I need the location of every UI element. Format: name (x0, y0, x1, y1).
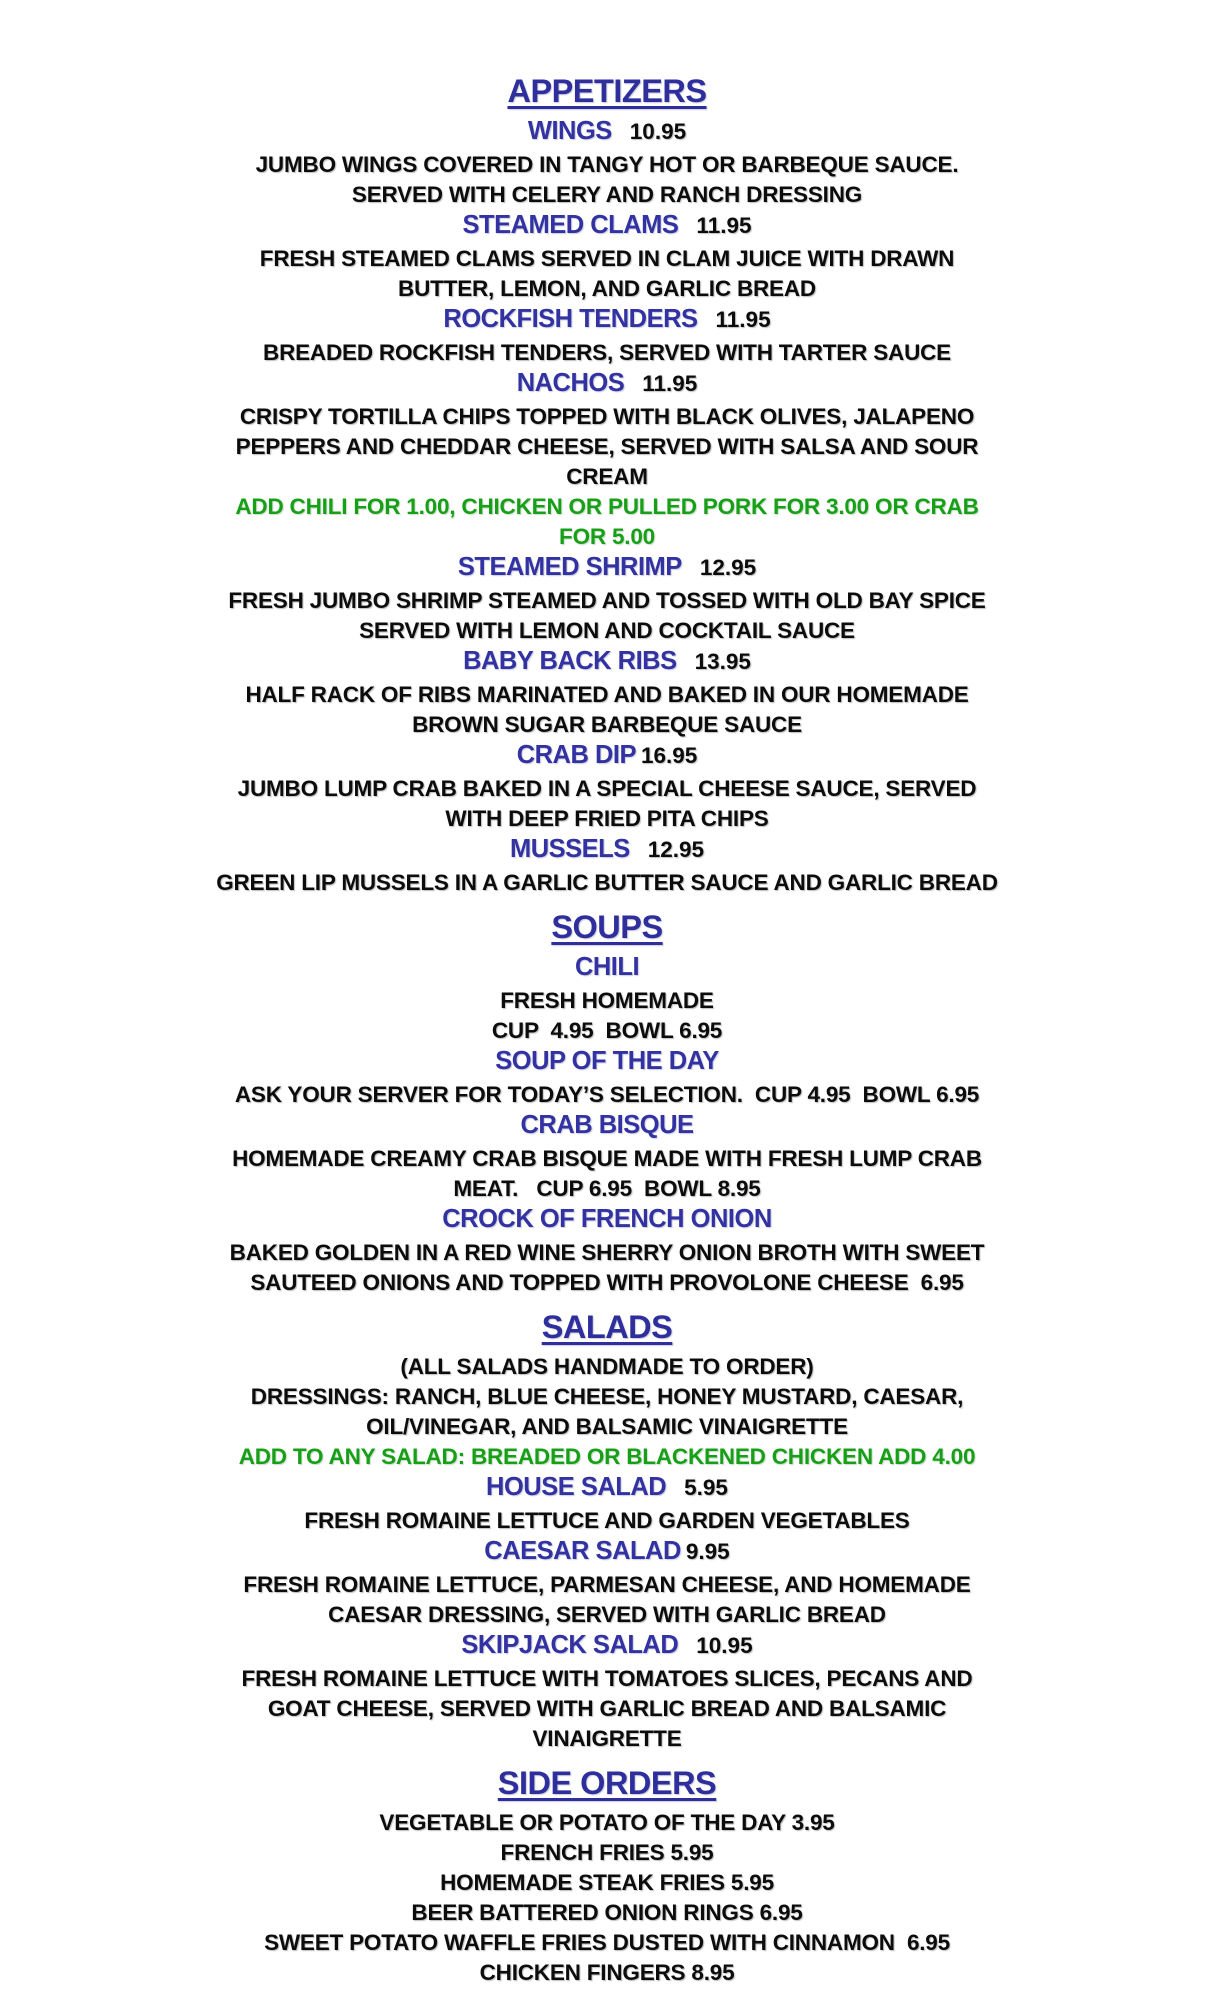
menu-note-line: ADD CHILI FOR 1.00, CHICKEN OR PULLED PORK FOR 3.00 OR CRAB (235, 494, 979, 519)
menu-desc-line: HALF RACK OF RIBS MARINATED AND BAKED IN OUR HOMEMADE (245, 682, 969, 707)
item-price: 16.95 (640, 743, 698, 768)
menu-item-line (107, 1630, 1107, 1664)
item-price: 11.95 (715, 307, 771, 332)
menu-desc-line: JUMBO LUMP CRAB BAKED IN A SPECIAL CHEESE SAUCE, SERVED (237, 776, 977, 801)
menu-desc-line: FRESH ROMAINE LETTUCE WITH TOMATOES SLICES, PECANS AND (241, 1666, 973, 1691)
menu-desc-line: OIL/VINEGAR, AND BALSAMIC VINAIGRETTE (366, 1414, 848, 1439)
item-name: SKIPJACK SALAD (461, 1631, 679, 1659)
menu-desc-line: HOMEMADE CREAMY CRAB BISQUE MADE WITH FRESH LUMP CRAB (232, 1146, 982, 1171)
menu-section-side-orders (107, 1763, 1107, 1988)
item-name: MUSSELS (509, 835, 630, 863)
menu-desc-line: VINAIGRETTE (532, 1726, 682, 1751)
menu-note-line: FOR 5.00 (559, 524, 655, 549)
section-title-row (107, 1763, 1107, 1803)
item-price: 12.95 (699, 555, 757, 580)
menu-desc-line: FRESH STEAMED CLAMS SERVED IN CLAM JUICE WITH DRAWN (259, 246, 955, 271)
menu-desc-line: SERVED WITH CELERY AND RANCH DRESSING (351, 182, 863, 207)
menu-desc-line: CRISPY TORTILLA CHIPS TOPPED WITH BLACK OLIVES, JALAPENO (239, 404, 975, 429)
menu-desc-line: BUTTER, LEMON, AND GARLIC BREAD (398, 276, 816, 301)
item-price: 10.95 (629, 119, 687, 144)
menu-desc-line: (ALL SALADS HANDMADE TO ORDER) (400, 1354, 814, 1379)
item-price: 11.95 (696, 213, 752, 238)
menu-desc-line: FRESH ROMAINE LETTUCE, PARMESAN CHEESE, AND HOMEMADE (243, 1572, 971, 1597)
menu-desc-line: FRENCH FRIES 5.95 (500, 1840, 714, 1865)
menu-note-line: ADD TO ANY SALAD: BREADED OR BLACKENED CHICKEN ADD 4.00 (238, 1444, 976, 1469)
section-title-row (107, 1307, 1107, 1347)
item-name: SOUP OF THE DAY (495, 1047, 719, 1075)
item-name: CRAB DIP (516, 741, 636, 769)
item-price: 12.95 (647, 837, 705, 862)
item-name: BABY BACK RIBS (463, 647, 677, 675)
item-name: WINGS (527, 117, 612, 145)
item-name: CAESAR SALAD (484, 1537, 681, 1565)
menu-desc-line: GOAT CHEESE, SERVED WITH GARLIC BREAD AND BALSAMIC (267, 1696, 947, 1721)
menu-item-line (107, 304, 1107, 338)
menu-desc-line: SWEET POTATO WAFFLE FRIES DUSTED WITH CINNAMON 6.95 (264, 1930, 950, 1955)
menu-section-appetizers (107, 71, 1107, 898)
menu-desc-line: FRESH JUMBO SHRIMP STEAMED AND TOSSED WITH OLD BAY SPICE (228, 588, 986, 613)
menu-desc-line: HOMEMADE STEAK FRIES 5.95 (440, 1870, 774, 1895)
menu-desc-line: BEER BATTERED ONION RINGS 6.95 (411, 1900, 803, 1925)
section-title: SALADS (541, 1309, 673, 1345)
menu-item-line (107, 116, 1107, 150)
item-name: CHILI (574, 953, 640, 981)
menu-desc-line: SAUTEED ONIONS AND TOPPED WITH PROVOLONE CHEESE 6.95 (250, 1270, 964, 1295)
menu-item-line (107, 552, 1107, 586)
item-price: 9.95 (685, 1539, 730, 1564)
menu-desc-line: FRESH ROMAINE LETTUCE AND GARDEN VEGETABLES (304, 1508, 910, 1533)
menu-item-line (107, 210, 1107, 244)
menu-desc-line: GREEN LIP MUSSELS IN A GARLIC BUTTER SAUCE AND GARLIC BREAD (216, 870, 998, 895)
menu-desc-line: CAESAR DRESSING, SERVED WITH GARLIC BREAD (328, 1602, 886, 1627)
item-name: STEAMED SHRIMP (457, 553, 682, 581)
section-title: SIDE ORDERS (497, 1765, 717, 1801)
item-name: NACHOS (516, 369, 625, 397)
menu-desc-line: DRESSINGS: RANCH, BLUE CHEESE, HONEY MUSTARD, CAESAR, (250, 1384, 964, 1409)
menu-desc-line: VEGETABLE OR POTATO OF THE DAY 3.95 (379, 1810, 835, 1835)
menu-item-line (107, 952, 1107, 986)
menu-desc-line: BAKED GOLDEN IN A RED WINE SHERRY ONION BROTH WITH SWEET (229, 1240, 985, 1265)
item-name: CROCK OF FRENCH ONION (442, 1205, 772, 1233)
menu-desc-line: JUMBO WINGS COVERED IN TANGY HOT OR BARBEQUE SAUCE. (255, 152, 959, 177)
menu-item-line (107, 834, 1107, 868)
menu-desc-line: FRESH HOMEMADE (500, 988, 714, 1013)
menu-item-line (107, 1536, 1107, 1570)
menu-item-line (107, 646, 1107, 680)
menu-desc-line: SERVED WITH LEMON AND COCKTAIL SAUCE (359, 618, 855, 643)
item-name: CRAB BISQUE (520, 1111, 694, 1139)
menu-desc-line: BROWN SUGAR BARBEQUE SAUCE (412, 712, 802, 737)
item-price: 11.95 (642, 371, 698, 396)
item-price: 13.95 (694, 649, 751, 674)
item-name: ROCKFISH TENDERS (443, 305, 698, 333)
menu-item-line (107, 1472, 1107, 1506)
menu-item-line (107, 1046, 1107, 1080)
menu-desc-line: CUP 4.95 BOWL 6.95 (491, 1018, 723, 1043)
item-name: HOUSE SALAD (486, 1473, 667, 1501)
menu-item-line (107, 740, 1107, 774)
section-title: APPETIZERS (507, 73, 707, 109)
menu-item-line (107, 1204, 1107, 1238)
menu-desc-line: CHICKEN FINGERS 8.95 (479, 1960, 735, 1985)
menu-desc-line: MEAT. CUP 6.95 BOWL 8.95 (453, 1176, 761, 1201)
section-title-row (107, 907, 1107, 947)
item-name: STEAMED CLAMS (462, 211, 679, 239)
menu-section-soups (107, 907, 1107, 1298)
menu-desc-line: CREAM (566, 464, 648, 489)
menu-desc-line: ASK YOUR SERVER FOR TODAY’S SELECTION. CUP 4.95 BOWL 6.95 (234, 1082, 980, 1107)
item-price: 5.95 (684, 1475, 728, 1500)
section-title: SOUPS (551, 909, 663, 945)
menu-desc-line: BREADED ROCKFISH TENDERS, SERVED WITH TARTER SAUCE (263, 340, 951, 365)
menu-desc-line: PEPPERS AND CHEDDAR CHEESE, SERVED WITH SALSA AND SOUR (235, 434, 979, 459)
menu-item-line (107, 1110, 1107, 1144)
menu-document (107, 0, 1107, 1988)
item-price: 10.95 (696, 1633, 753, 1658)
section-title-row (107, 71, 1107, 111)
menu-item-line (107, 368, 1107, 402)
menu-desc-line: WITH DEEP FRIED PITA CHIPS (445, 806, 769, 831)
menu-section-salads (107, 1307, 1107, 1754)
